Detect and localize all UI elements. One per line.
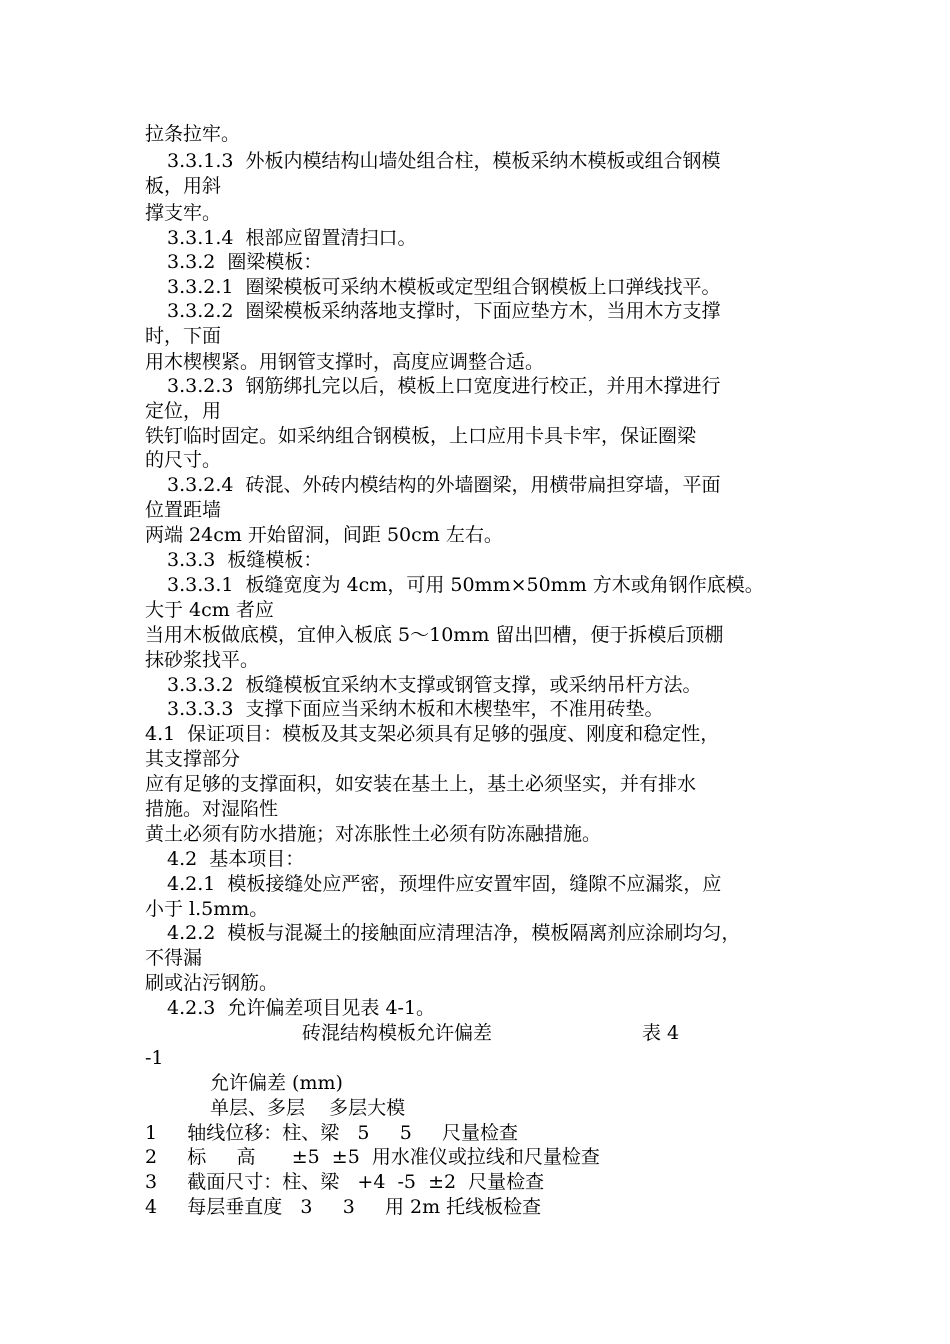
text-line: 应有足够的支撑面积，如安装在基土上，基土必须坚实，并有排水 <box>145 773 697 795</box>
text-line: 大于 4cm 者应 <box>145 599 274 621</box>
text-line: 位置距墙 <box>145 499 222 521</box>
text-line: 3.3.3.2 板缝模板宜采纳木支撑或钢管支撑，或采纳吊杆方法。 <box>167 674 702 696</box>
text-line: 撑支牢。 <box>145 202 222 224</box>
table-row: 2 标 高 ±5 ±5 用水准仪或拉线和尺量检查 <box>145 1146 600 1168</box>
table-header-tolerance: 允许偏差 (mm) <box>210 1072 343 1094</box>
table-header-columns: 单层、多层 多层大模 <box>210 1097 406 1119</box>
text-line: 3.3.3 板缝模板： <box>167 549 323 571</box>
text-line: 黄土必须有防水措施；对冻胀性土必须有防冻融措施。 <box>145 823 602 845</box>
table-row: 4 每层垂直度 3 3 用 2m 托线板检查 <box>145 1196 542 1218</box>
text-line: 4.2 基本项目： <box>167 848 305 870</box>
text-line: 3.3.1.4 根部应留置清扫口。 <box>167 227 417 249</box>
text-line: 刷或沾污钢筋。 <box>145 972 279 994</box>
text-line: 3.3.2.2 圈梁模板采纳落地支撑时，下面应垫方木，当用木方支撑 <box>167 300 721 322</box>
text-line: 3.3.3.3 支撑下面应当采纳木板和木楔垫牢，不准用砖垫。 <box>167 698 664 720</box>
text-line: 4.2.2 模板与混凝土的接触面应清理洁净，模板隔离剂应涂刷均匀， <box>167 922 741 944</box>
text-line: 3.3.2.1 圈梁模板可采纳木模板或定型组合钢模板上口弹线找平。 <box>167 276 721 298</box>
text-line: 用木楔楔紧。用钢管支撑时，高度应调整合适。 <box>145 351 545 373</box>
text-line: 3.3.2.3 钢筋绑扎完以后，模板上口宽度进行校正，并用木撑进行 <box>167 375 721 397</box>
text-line: 其支撑部分 <box>145 748 241 770</box>
text-line: 时，下面 <box>145 325 222 347</box>
table-row: 3 截面尺寸：柱、梁 +4 -5 ±2 尺量检查 <box>145 1171 545 1193</box>
text-line: 拉条拉牢。 <box>145 123 241 145</box>
text-line: 的尺寸。 <box>145 449 222 471</box>
text-line: 小于 l.5mm。 <box>145 898 269 920</box>
text-line: 4.2.3 允许偏差项目见表 4-1。 <box>167 997 436 1019</box>
text-line: 4.1 保证项目：模板及其支架必须具有足够的强度、刚度和稳定性， <box>145 723 720 745</box>
text-line: 板，用斜 <box>145 175 222 197</box>
text-line: 两端 24cm 开始留洞，间距 50cm 左右。 <box>145 524 503 546</box>
text-line: 定位，用 <box>145 400 222 422</box>
text-line: 当用木板做底模，宜伸入板底 5～10mm 留出凹槽，便于拆模后顶棚 <box>145 624 724 646</box>
table-title: 砖混结构模板允许偏差 <box>302 1022 493 1044</box>
text-line: 3.3.1.3 外板内模结构山墙处组合柱，模板采纳木模板或组合钢模 <box>167 150 721 172</box>
text-line: 4.2.1 模板接缝处应严密，预埋件应安置牢固，缝隙不应漏浆，应 <box>167 873 722 895</box>
text-line: 不得漏 <box>145 947 203 969</box>
text-line: 3.3.3.1 板缝宽度为 4cm，可用 50mm×50mm 方木或角钢作底模。 <box>167 574 764 596</box>
text-line: 措施。对湿陷性 <box>145 798 279 820</box>
text-line: 抹砂浆找平。 <box>145 649 260 671</box>
text-line: 铁钉临时固定。如采纳组合钢模板，上口应用卡具卡牢，保证圈梁 <box>145 425 697 447</box>
table-number: 表 4 <box>642 1022 680 1044</box>
table-number-continuation: -1 <box>145 1047 164 1069</box>
table-row: 1 轴线位移：柱、梁 5 5 尺量检查 <box>145 1122 518 1144</box>
text-line: 3.3.2.4 砖混、外砖内模结构的外墙圈梁，用横带扁担穿墙，平面 <box>167 474 721 496</box>
text-line: 3.3.2 圈梁模板： <box>167 251 323 273</box>
